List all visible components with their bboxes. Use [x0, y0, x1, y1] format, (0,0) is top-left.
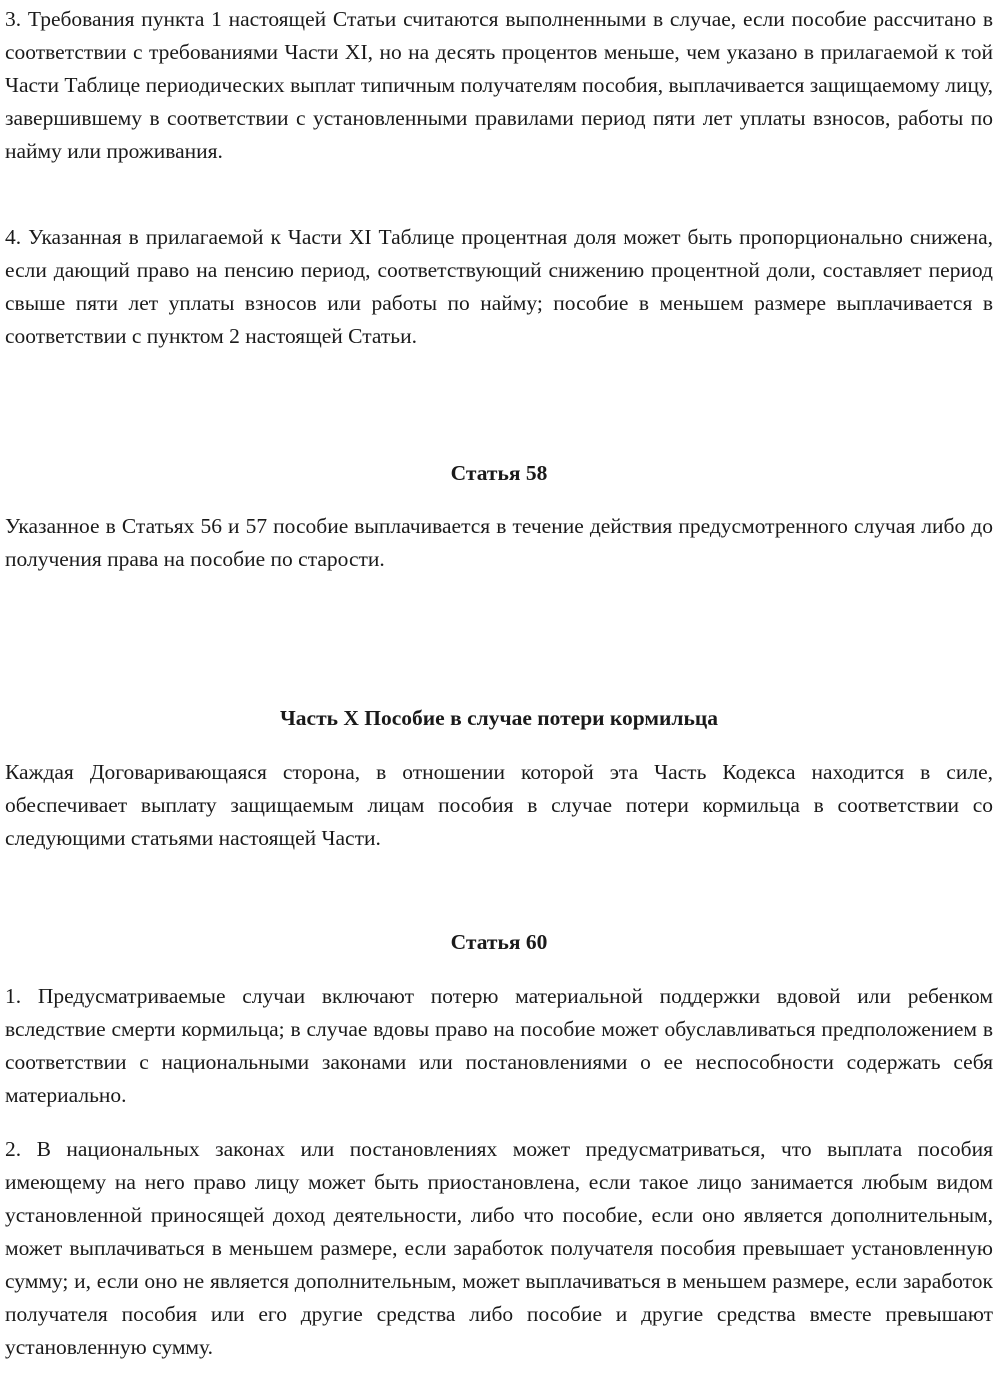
article-58-heading: Статья 58 — [450, 461, 548, 485]
paragraph-article57-item3: 3. Требования пункта 1 настоящей Статьи считаются выполненными в случае, если пособие рассчитано в соответствии с требованиями Части XI, но на десять процентов меньше, чем указано в прилагаемой к той Части Таблице периодических выплат типичным получателям пособия, выплачивается защищаемому лицу, завершившему в соответствии с установленными правилами период пяти лет уплаты взносов, работы по найму или проживания. — [5, 7, 993, 163]
paragraph-article60-item2: 2. В национальных законах или постановлениях может предусматриваться, что выплата пособия имеющему на него право лицу может быть приостановлена, если такое лицо занимается любым видом установленной приносящей доход деятельности, либо что пособие, если оно является дополнительным, может выплачиваться в меньшем размере, если заработок получателя пособия превышает установленную сумму; и, если оно не является дополнительным, может выплачиваться в меньшем размере, если заработок получателя пособия или его другие средства либо пособие и другие средства вместе превышают установленную сумму. — [5, 1137, 993, 1359]
paragraph-article58: Указанное в Статьях 56 и 57 пособие выплачивается в течение действия предусмотренного случая либо до получения права на пособие по старости. — [5, 514, 993, 571]
paragraph-article57-item4: 4. Указанная в прилагаемой к Части XI Таблице процентная доля может быть пропорционально снижена, если дающий право на пенсию период, соответствующий снижению процентной доли, составляет период свыше пяти лет уплаты взносов или работы по найму; пособие в меньшем размере выплачивается в соответствии с пунктом 2 настоящей Статьи. — [5, 225, 993, 348]
paragraph-part-x-intro: Каждая Договаривающаяся сторона, в отношении которой эта Часть Кодекса находится в силе, обеспечивает выплату защищаемым лицам пособия в случае потери кормильца в соответствии со следующими статьями настоящей Части. — [5, 760, 993, 850]
article-60-heading: Статья 60 — [450, 930, 548, 954]
paragraph-article60-item1: 1. Предусматриваемые случаи включают потерю материальной поддержки вдовой или ребенком вследствие смерти кормильца; в случае вдовы право на пособие может обуславливаться предположением в соответствии с национальными законами или постановлениями о ее неспособности содержать себя материально. — [5, 984, 993, 1107]
part-x-heading: Часть X Пособие в случае потери кормильца — [280, 706, 718, 730]
